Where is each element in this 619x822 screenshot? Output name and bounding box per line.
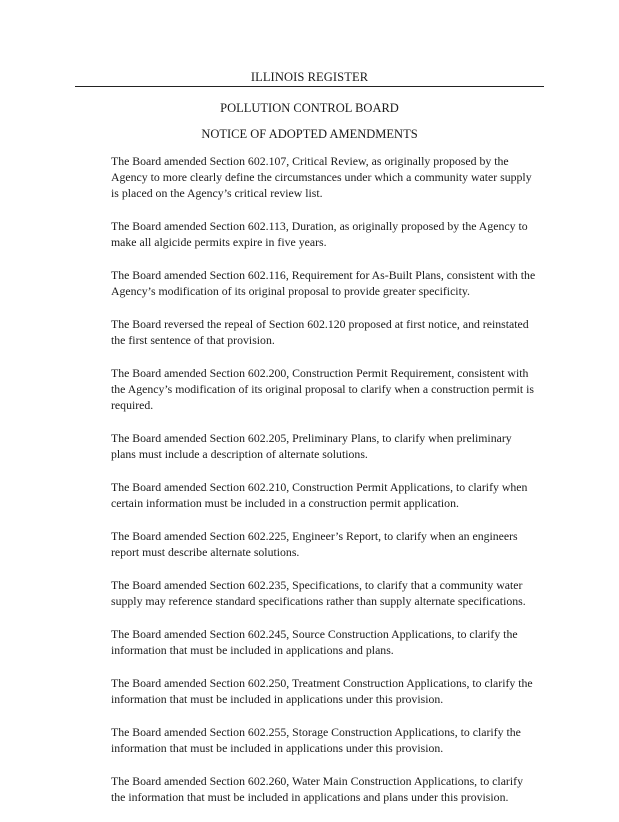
paragraph-602-107: The Board amended Section 602.107, Critical Review, as originally proposed by the Agency to more clearly define the circumstances under which a community water supply is placed on the Agency’s critical review list. bbox=[111, 154, 532, 200]
paragraph-602-245: The Board amended Section 602.245, Source Construction Applications, to clarify the information that must be included in applications and plans. bbox=[111, 627, 518, 657]
header-divider bbox=[75, 86, 544, 87]
notice-title: NOTICE OF ADOPTED AMENDMENTS bbox=[201, 127, 418, 141]
paragraph-602-205: The Board amended Section 602.205, Preliminary Plans, to clarify when preliminary plans must include a description of alternate solutions. bbox=[111, 431, 512, 461]
paragraph-602-260: The Board amended Section 602.260, Water Main Construction Applications, to clarify the information that must be included in applications and plans under this provision. bbox=[111, 774, 523, 804]
paragraph-602-225: The Board amended Section 602.225, Engineer’s Report, to clarify when an engineers report must describe alternate solutions. bbox=[111, 529, 518, 559]
register-title: ILLINOIS REGISTER bbox=[250, 70, 369, 84]
paragraph-602-210: The Board amended Section 602.210, Construction Permit Applications, to clarify when certain information must be included in a construction permit application. bbox=[111, 480, 528, 510]
paragraph-602-116: The Board amended Section 602.116, Requirement for As-Built Plans, consistent with the Agency’s modification of its original proposal to provide greater specificity. bbox=[111, 268, 536, 298]
paragraph-602-200: The Board amended Section 602.200, Construction Permit Requirement, consistent with the Agency’s modification of its original proposal to clarify when a construction permit is required. bbox=[111, 366, 534, 412]
paragraph-602-255: The Board amended Section 602.255, Storage Construction Applications, to clarify the information that must be included in applications under this provision. bbox=[111, 725, 521, 755]
paragraph-602-250: The Board amended Section 602.250, Treatment Construction Applications, to clarify the information that must be included in applications under this provision. bbox=[111, 676, 533, 706]
paragraph-602-235: The Board amended Section 602.235, Specifications, to clarify that a community water supply may reference standard specifications rather than supply alternate specifications. bbox=[111, 578, 526, 608]
paragraph-602-120: The Board reversed the repeal of Section 602.120 proposed at first notice, and reinstated the first sentence of that provision. bbox=[111, 317, 529, 347]
notice-body bbox=[111, 153, 537, 822]
paragraph-602-113: The Board amended Section 602.113, Duration, as originally proposed by the Agency to make all algicide permits expire in five years. bbox=[111, 219, 528, 249]
board-title: POLLUTION CONTROL BOARD bbox=[220, 101, 399, 115]
